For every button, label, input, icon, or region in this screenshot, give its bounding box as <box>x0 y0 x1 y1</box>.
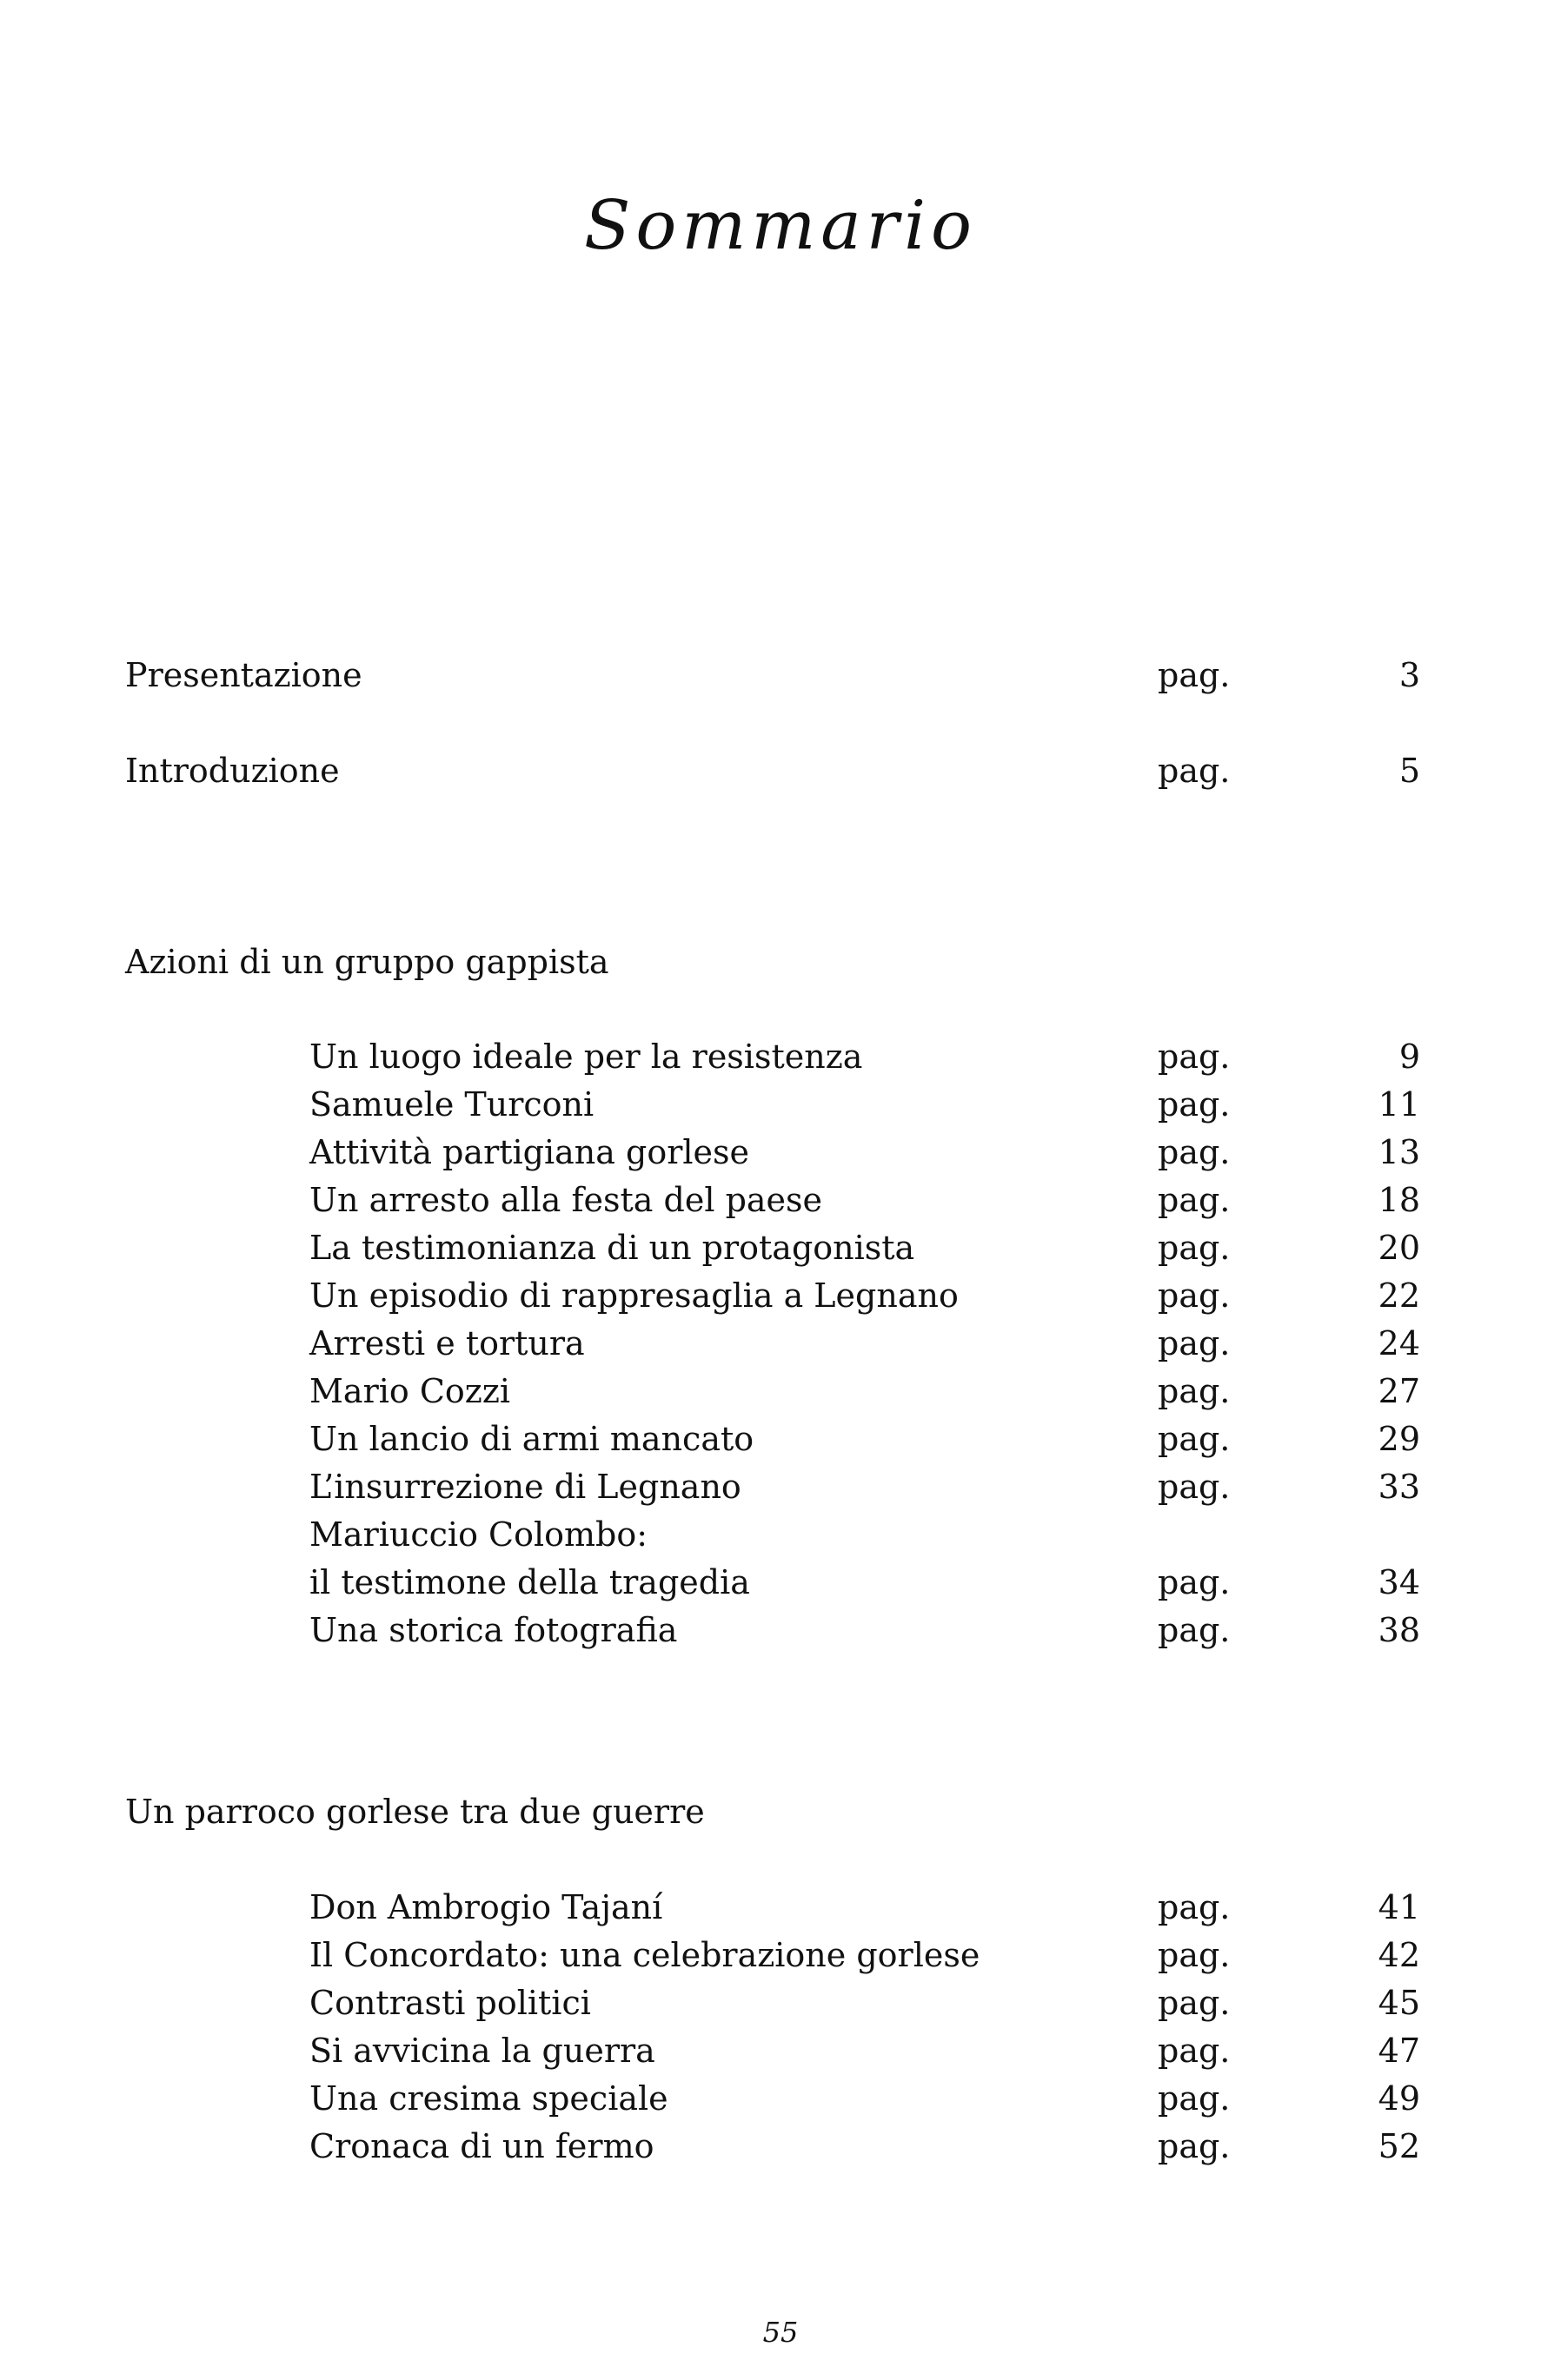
toc-entry-label: Si avvicina la guerra <box>309 2032 655 2070</box>
toc-entry <box>0 1886 1420 1929</box>
toc-entry-label: Contrasti politici <box>309 1984 591 2022</box>
toc-entry <box>0 1322 1420 1365</box>
toc-entry-pag: pag. <box>1158 2079 1231 2118</box>
toc-entry <box>0 1561 1420 1604</box>
toc-entry-pag: pag. <box>1158 1888 1231 1926</box>
toc-entry-label: Un lancio di armi mancato <box>309 1420 754 1458</box>
toc-entry-pag: pag. <box>1158 1181 1231 1219</box>
toc-entry-label: Samuele Turconi <box>309 1085 595 1124</box>
toc-entry-label: Un luogo ideale per la resistenza <box>309 1038 863 1076</box>
toc-entry-label: Una cresima speciale <box>309 2079 668 2118</box>
toc-entry-page-number: 3 <box>1398 656 1420 694</box>
toc-entry-page-number: 41 <box>1378 1888 1420 1926</box>
toc-entry-pag: pag. <box>1158 2032 1231 2070</box>
toc-entry-page-number: 29 <box>1378 1420 1420 1458</box>
toc-entry-page-number: 24 <box>1378 1324 1420 1362</box>
toc-entry-pag: pag. <box>1158 1420 1231 1458</box>
toc-entry-label: Mariuccio Colombo: <box>309 1515 648 1554</box>
toc-entry-label: Don Ambrogio Tajaní <box>309 1888 663 1926</box>
toc-entry-label: Il Concordato: una celebrazione gorlese <box>309 1936 980 1974</box>
toc-entry-page-number: 20 <box>1378 1229 1420 1267</box>
toc-entry-label: Introduzione <box>125 752 340 790</box>
toc-entry-presentazione <box>0 653 1420 697</box>
toc-entry-label: La testimonianza di un protagonista <box>309 1229 915 1267</box>
toc-entry <box>0 1417 1420 1461</box>
toc-entry-pag: pag. <box>1158 1936 1231 1974</box>
toc-entry-page-number: 45 <box>1378 1984 1420 2022</box>
page-title: Sommario <box>583 187 977 265</box>
toc-entry-label: Cronaca di un fermo <box>309 2127 654 2165</box>
toc-entry <box>0 1465 1420 1508</box>
toc-entry <box>0 1035 1420 1078</box>
toc-entry-label: Attività partigiana gorlese <box>309 1133 750 1171</box>
toc-entry-label: Arresti e tortura <box>309 1324 585 1362</box>
toc-entry <box>0 1274 1420 1317</box>
toc-entry-pag: pag. <box>1158 1085 1231 1124</box>
toc-entry-pag: pag. <box>1158 656 1231 694</box>
toc-entry-page-number: 34 <box>1378 1563 1420 1601</box>
toc-entry-pag: pag. <box>1158 1372 1231 1410</box>
toc-entry <box>0 1933 1420 1977</box>
toc-entry-page-number: 5 <box>1398 752 1420 790</box>
toc-entry-page-number: 9 <box>1398 1038 1420 1076</box>
toc-entry <box>0 1608 1420 1652</box>
toc-entry-pag: pag. <box>1158 1611 1231 1649</box>
toc-entry-page-number: 11 <box>1378 1085 1420 1124</box>
toc-entry-page-number: 49 <box>1378 2079 1420 2118</box>
toc-entry <box>0 1130 1420 1174</box>
toc-entry-pag: pag. <box>1158 1984 1231 2022</box>
toc-entry-page-number: 38 <box>1378 1611 1420 1649</box>
page-number: 55 <box>762 2316 799 2349</box>
toc-entry <box>0 2125 1420 2168</box>
toc-entry-pag: pag. <box>1158 1038 1231 1076</box>
toc-entry-pag: pag. <box>1158 1468 1231 1506</box>
toc-entry-pag: pag. <box>1158 752 1231 790</box>
toc-entry-label: il testimone della tragedia <box>309 1563 750 1601</box>
toc-entry-pag: pag. <box>1158 2127 1231 2165</box>
toc-entry-pag: pag. <box>1158 1229 1231 1267</box>
toc-entry <box>0 2077 1420 2120</box>
section-heading: Azioni di un gruppo gappista <box>125 943 609 981</box>
toc-entry-page-number: 22 <box>1378 1276 1420 1315</box>
toc-entry-introduzione <box>0 749 1420 792</box>
toc-entry-pag: pag. <box>1158 1133 1231 1171</box>
toc-entry-page-number: 18 <box>1378 1181 1420 1219</box>
section-heading: Un parroco gorlese tra due guerre <box>125 1793 705 1831</box>
toc-entry <box>0 1369 1420 1413</box>
toc-entry <box>0 1981 1420 2025</box>
toc-entry <box>0 1083 1420 1126</box>
toc-entry-label: Un arresto alla festa del paese <box>309 1181 823 1219</box>
toc-entry-label: Mario Cozzi <box>309 1372 510 1410</box>
toc-entry-label: Una storica fotografia <box>309 1611 678 1649</box>
toc-entry <box>0 1513 1420 1556</box>
toc-entry-label: Presentazione <box>125 656 362 694</box>
toc-entry-pag: pag. <box>1158 1276 1231 1315</box>
toc-entry <box>0 1178 1420 1222</box>
toc-entry-page-number: 33 <box>1378 1468 1420 1506</box>
toc-entry-page-number: 52 <box>1378 2127 1420 2165</box>
toc-entry <box>0 2029 1420 2072</box>
toc-entry-page-number: 42 <box>1378 1936 1420 1974</box>
toc-entry-page-number: 27 <box>1378 1372 1420 1410</box>
toc-entry-page-number: 47 <box>1378 2032 1420 2070</box>
toc-entry-pag: pag. <box>1158 1563 1231 1601</box>
toc-entry-pag: pag. <box>1158 1324 1231 1362</box>
toc-entry-page-number: 13 <box>1378 1133 1420 1171</box>
toc-entry <box>0 1226 1420 1270</box>
toc-entry-label: Un episodio di rappresaglia a Legnano <box>309 1276 959 1315</box>
toc-entry-label: L’insurrezione di Legnano <box>309 1468 741 1506</box>
